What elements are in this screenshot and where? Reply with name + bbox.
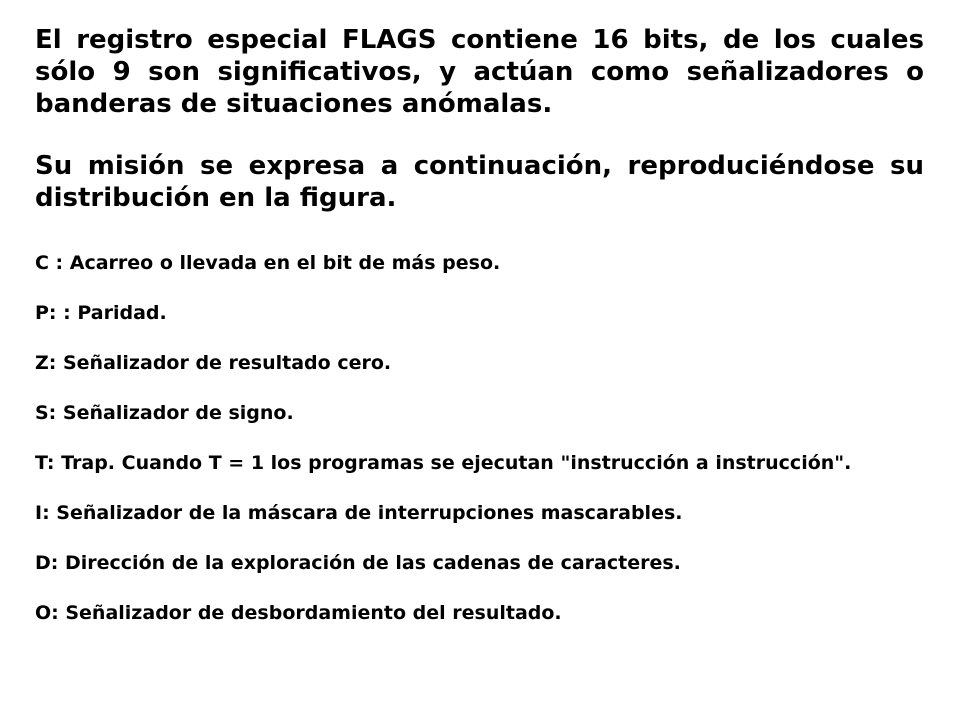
flags-list	[35, 250, 924, 626]
flag-item-d: D: Dirección de la exploración de las cadenas de caracteres.	[35, 552, 681, 574]
intro-paragraph-mission: Su misión se expresa a continuación, reproduciéndose su distribución en la figura.	[35, 151, 924, 213]
slide-content	[35, 24, 924, 626]
flag-item-o: O: Señalizador de desbordamiento del resultado.	[35, 602, 562, 624]
intro-paragraph-flags-register: El registro especial FLAGS contiene 16 bits, de los cuales sólo 9 son significativos, y actúan como señalizadores o banderas de situaciones anómalas.	[35, 25, 924, 119]
flag-item-t: T: Trap. Cuando T = 1 los programas se ejecutan "instrucción a instrucción".	[35, 452, 852, 474]
flag-item-p: P: : Paridad.	[35, 302, 167, 324]
flag-item-i: I: Señalizador de la máscara de interrupciones mascarables.	[35, 502, 683, 524]
flag-item-c: C : Acarreo o llevada en el bit de más peso.	[35, 252, 501, 274]
intro-section	[35, 24, 924, 214]
flag-item-z: Z: Señalizador de resultado cero.	[35, 352, 392, 374]
flag-item-s: S: Señalizador de signo.	[35, 402, 294, 424]
